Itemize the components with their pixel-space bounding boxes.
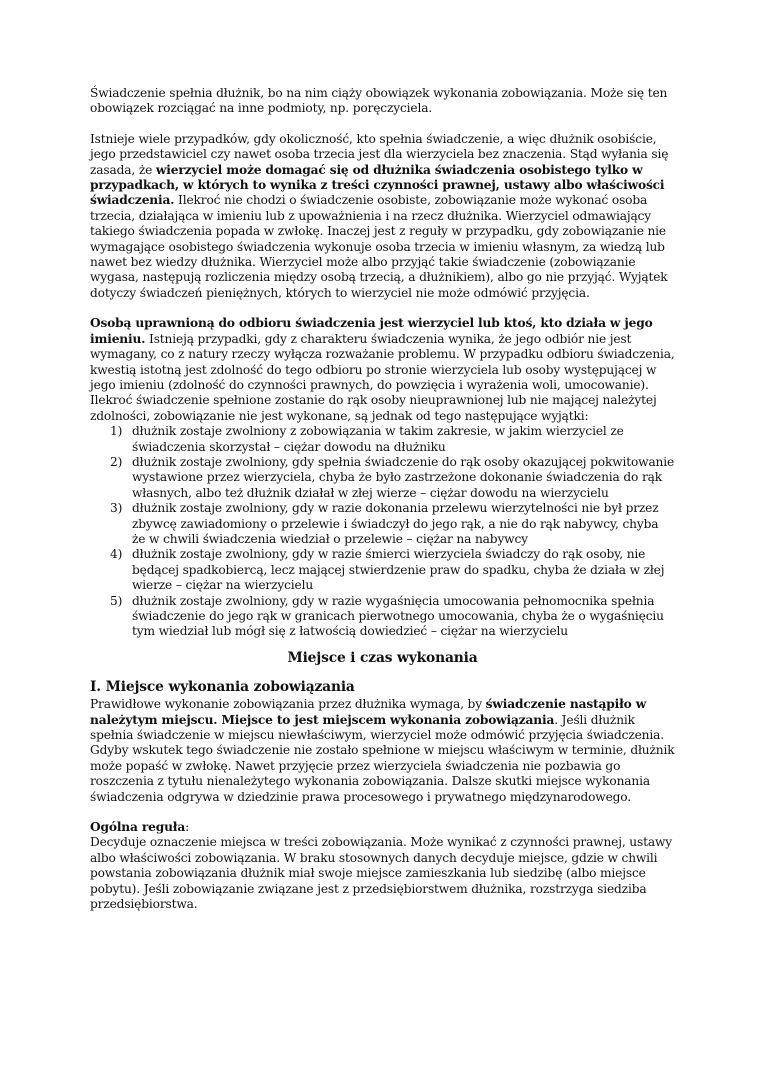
paragraph-text: Istnieją przypadki, gdy z charakteru świadczenia wynika, że jego odbiór nie jest wymagany, co z natury rzeczy wyłącza rozważanie problemu. W przypadku odbioru świadczenia, kwestią istotną jest zdolność do tego odbioru po stronie wierzyciela lub osoby występującej w jego imieniu (zdolność do czynności prawnych, do powzięcia i wyrażenia woli, umocowanie). Ilekroć świadczenie spełnione zostanie do rąk osoby nieuprawnionej lub nie mającej należytej zdolności, zobowiązanie nie jest wykonane, są jednak od tego następujące wyjątki:	[90, 331, 675, 423]
list-item	[110, 424, 675, 455]
paragraph-text: . Jeśli dłużnik spełnia świadczenie w miejscu niewłaściwym, wierzyciel może odmówić przyjęcia świadczenia. Gdyby wskutek tego świadczenie nie zostało spełnione w miejscu właściwym w terminie, dłużnik może popaść w zwłokę. Nawet przyjęcie przez wierzyciela świadczenia nie pozbawia go roszczenia z tytułu nienależytego wykonania zobowiązania. Dalsze skutki miejsce wykonania świadczenia odgrywa w dziedzinie prawa procesowego i prywatnego międzynarodowego.	[90, 712, 675, 804]
paragraph-place-of-performance	[90, 697, 675, 805]
exceptions-list	[90, 424, 675, 640]
rule-heading	[90, 820, 675, 835]
list-item	[110, 594, 675, 640]
list-item-number: 4)	[110, 547, 123, 562]
list-item-text: dłużnik zostaje zwolniony, gdy spełnia świadczenie do rąk osoby okazującej pokwitowanie wystawione przez wierzyciela, chyba że było zastrzeżone dokonanie świadczenia do rąk własnych, albo też dłużnik działał w złej wierze – ciężar dowodu na wierzycielu	[132, 454, 675, 500]
spacer	[90, 117, 675, 132]
list-item	[110, 547, 675, 593]
subsection-title: I. Miejsce wykonania zobowiązania	[90, 679, 355, 696]
paragraph-text: Prawidłowe wykonanie zobowiązania przez dłużnika wymaga, by	[90, 697, 486, 712]
list-item-number: 3)	[110, 501, 123, 516]
spacer	[90, 301, 675, 316]
paragraph-performer-duty: Świadczenie spełnia dłużnik, bo na nim ciąży obowiązek wykonania zobowiązania. Może się ten obowiązek rozciągać na inne podmioty, np. poręczyciela.	[90, 86, 668, 116]
rule-label: Ogólna reguła	[90, 820, 186, 835]
paragraph-authorized-recipient	[90, 316, 675, 424]
list-item-number: 1)	[110, 424, 123, 439]
list-item-number: 5)	[110, 593, 123, 608]
rule-colon: :	[185, 820, 190, 835]
list-item	[110, 501, 675, 547]
bold-rule-personal-performance: wierzyciel może domagać się od dłużnika świadczenia osobistego tylko w przypadkach, w których to wynika z treści czynności prawnej, ustawy albo właściwości świadczenia.	[90, 162, 665, 208]
list-item-text: dłużnik zostaje zwolniony, gdy w razie wygaśnięcia umocowania pełnomocnika spełnia świadczenie do jego rąk w granicach pierwotnego umocowania, chyba że o wygaśnięciu tym wiedział lub mógł się z łatwością dowiedzieć – ciężar na wierzycielu	[132, 593, 664, 639]
document-page	[90, 86, 675, 913]
list-item-number: 2)	[110, 454, 123, 469]
spacer	[90, 805, 675, 820]
paragraph-text: Istnieje wiele przypadków, gdy okoliczność, kto spełnia świadczenie, a więc dłużnik osobiście, jego przedstawiciel czy nawet osoba trzecia jest dla wierzyciela bez znaczenia. Stąd wyłania się zasada, że	[90, 131, 669, 177]
section-title: Miejsce i czas wykonania	[287, 649, 478, 666]
paragraph-personal-performance	[90, 132, 675, 301]
bold-rule-proper-place: świadczenie nastąpiło w należytym miejscu. Miejsce to jest miejscem wykonania zobowiązania	[90, 697, 647, 727]
list-item-text: dłużnik zostaje zwolniony z zobowiązania w takim zakresie, w jakim wierzyciel ze świadczenia skorzystał – ciężar dowodu na dłużniku	[132, 424, 624, 454]
list-item-text: dłużnik zostaje zwolniony, gdy w razie dokonania przelewu wierzytelności nie był przez zbywcę zawiadomiony o przelewie i świadczył do jego rąk, a nie do rąk nabywcy, chyba że w chwili świadczenia wiedział o przelewie – ciężar na nabywcy	[132, 501, 659, 546]
bold-rule-authorized-recipient: Osobą uprawnioną do odbioru świadczenia jest wierzyciel lub ktoś, kto działa w jego imieniu.	[90, 316, 653, 346]
paragraph-general-rule: Decyduje oznaczenie miejsca w treści zobowiązania. Może wynikać z czynności prawnej, ustawy albo właściwości zobowiązania. W braku stosownych danych decyduje miejsce, gdzie w chwili powstania zobowiązania dłużnik miał swoje miejsce zamieszkania lub siedzibę (albo miejsce pobytu). Jeśli zobowiązanie związane jest z przedsiębiorstwem dłużnika, rozstrzyga siedziba przedsiębiorstwa.	[90, 835, 672, 912]
paragraph-text: Ilekroć nie chodzi o świadczenie osobiste, zobowiązanie może wykonać osoba trzecia, działająca w imieniu lub z upoważnienia i na rzecz dłużnika. Wierzyciel odmawiający takiego świadczenia popada w zwłokę. Inaczej jest z reguły w przypadku, gdy zobowiązanie nie wymagające osobistego świadczenia wykonuje osoba trzecia w imieniu własnym, za wiedzą lub nawet bez wiedzy dłużnika. Wierzyciel może albo przyjąć takie świadczenie (zobowiązanie wygasa, następują rozliczenia między osobą trzecią, a dłużnikiem), albo go nie przyjąć. Wyjątek dotyczy świadczeń pieniężnych, których to wierzyciel nie może odmówić przyjęcia.	[90, 193, 668, 300]
list-item	[110, 455, 675, 501]
list-item-text: dłużnik zostaje zwolniony, gdy w razie śmierci wierzyciela świadczy do rąk osoby, nie będącej spadkobiercą, lecz mającej stwierdzenie praw do spadku, chyba że działa w złej wierze – ciężar na wierzycielu	[132, 547, 665, 593]
